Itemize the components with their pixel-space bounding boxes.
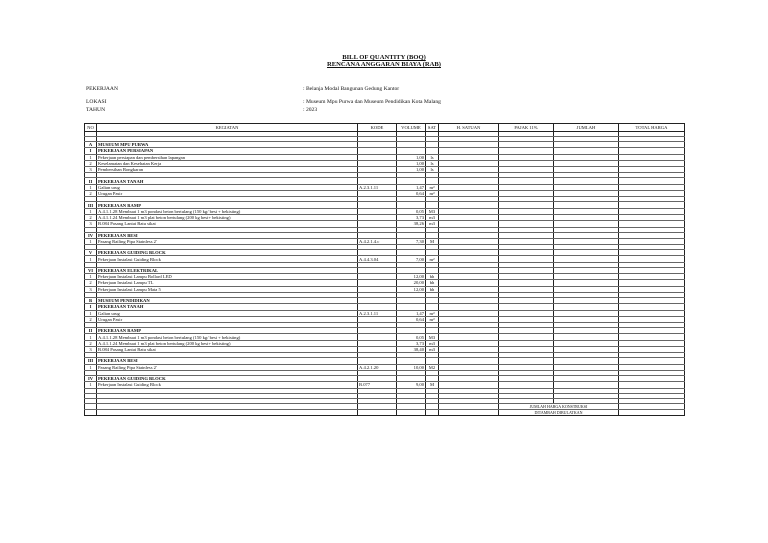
- cell-volume: 3,73: [397, 214, 426, 220]
- cell-volume: 0,64: [397, 316, 426, 322]
- cell-volume: 9,00: [397, 382, 426, 388]
- cell-kegiatan: PEKERJAAN BESI: [97, 358, 358, 364]
- cell-sat: bh: [426, 274, 439, 280]
- cell-volume: 1,00: [397, 167, 426, 173]
- header-no: NO: [85, 124, 97, 132]
- cell-no: 2: [85, 280, 97, 286]
- cell-no: 1: [85, 274, 97, 280]
- tahun-value: : 2023: [303, 107, 318, 113]
- cell-no: IV: [85, 232, 97, 238]
- cell-sat: bh: [426, 286, 439, 292]
- cell-no: 2: [85, 214, 97, 220]
- boq-table: [84, 123, 685, 416]
- cell-volume: 12,00: [397, 286, 426, 292]
- cell-kode: A.4.2.1.4.c: [358, 238, 397, 244]
- cell-sat: m²: [426, 256, 439, 262]
- cell-no: 3: [85, 347, 97, 353]
- cell-kegiatan: Pekerjaan persiapan dan pembersihan lapangan: [97, 154, 358, 160]
- lokasi-label: LOKASI: [86, 99, 107, 105]
- cell-kode: A.4.2.1.20: [358, 364, 397, 370]
- cell-sat: M: [426, 382, 439, 388]
- cell-no: II: [85, 328, 97, 334]
- cell-kode: A.2.3.1.11: [358, 184, 397, 190]
- cell-kegiatan: Urugan Pasir: [97, 191, 358, 197]
- cell-no: 3: [85, 167, 97, 173]
- cell-volume: 7,30: [397, 238, 426, 244]
- cell-no: 1: [85, 184, 97, 190]
- cell-no: 2: [85, 340, 97, 346]
- cell-kegiatan: PEKERJAAN RAMP: [97, 328, 358, 334]
- cell-kegiatan: A.4.1.1.28 Membuat 1 m3 pondasi beton bertulang (150 kg/ besi + bekisting): [97, 208, 358, 214]
- cell-no: A: [85, 142, 97, 148]
- footer-row-dibulatkan: [85, 409, 685, 415]
- cell-kegiatan: Keselamatan dan Kesehatan Kerja: [97, 160, 358, 166]
- cell-volume: 38,40: [397, 347, 426, 353]
- tahun-label: TAHUN: [86, 107, 106, 113]
- cell-kegiatan: Pasang Railing Pipa Stainless 2': [97, 364, 358, 370]
- cell-kegiatan: MUSEUM PENDIDIKAN: [97, 297, 358, 303]
- footer-dibulatkan: DITAMBAH DIBULATKAN: [499, 409, 619, 415]
- cell-sat: ls: [426, 154, 439, 160]
- document-title: BILL OF QUANTITY (BOQ): [342, 54, 426, 61]
- cell-kegiatan: Pasang Railing Pipa Stainless 2': [97, 238, 358, 244]
- header-h-satuan: H. SATUAN: [439, 124, 499, 132]
- cell-sat: bh: [426, 280, 439, 286]
- cell-no: V: [85, 250, 97, 256]
- cell-no: 1: [85, 256, 97, 262]
- cell-no: 1: [85, 310, 97, 316]
- header-pajak: PAJAK 11%: [499, 124, 554, 132]
- cell-kegiatan: PEKERJAAN TANAH: [97, 304, 358, 310]
- cell-no: 1: [85, 334, 97, 340]
- header-sat: SAT: [426, 124, 439, 132]
- cell-kegiatan: B.084 Pasang Lantai Batu sikat: [97, 347, 358, 353]
- cell-kegiatan: PEKERJAAN RAMP: [97, 202, 358, 208]
- cell-sat: M3: [426, 208, 439, 214]
- cell-volume: 38,26: [397, 221, 426, 227]
- cell-sat: m³: [426, 310, 439, 316]
- cell-kegiatan: PEKERJAAN TANAH: [97, 178, 358, 184]
- cell-volume: 0,05: [397, 334, 426, 340]
- cell-kegiatan: A.4.1.1.28 Membuat 1 m3 pondasi beton bertulang (150 kg/ besi + bekisting): [97, 334, 358, 340]
- pekerjaan-value: : Belanja Modal Bangunan Gedung Kantor: [303, 86, 400, 92]
- cell-no: 3: [85, 221, 97, 227]
- cell-no: 1: [85, 154, 97, 160]
- cell-sat: m³: [426, 184, 439, 190]
- cell-kegiatan: Pekerjaan Instalasi Lampu Mata 5: [97, 286, 358, 292]
- cell-volume: 10,00: [397, 364, 426, 370]
- cell-volume: 1,47: [397, 310, 426, 316]
- cell-kode: A.2.3.1.11: [358, 310, 397, 316]
- cell-volume: 1,47: [397, 184, 426, 190]
- table-header-row: [85, 124, 685, 132]
- cell-no: B: [85, 297, 97, 303]
- cell-volume: 0,64: [397, 191, 426, 197]
- cell-kegiatan: PEKERJAAN GUIDING BLOCK: [97, 375, 358, 381]
- cell-kode: B.077: [358, 382, 397, 388]
- cell-sat: ls: [426, 167, 439, 173]
- cell-no: II: [85, 178, 97, 184]
- cell-sat: M: [426, 238, 439, 244]
- cell-kegiatan: PEKERJAAN PERSIAPAN: [97, 148, 358, 154]
- cell-no: IV: [85, 375, 97, 381]
- cell-sat: ls: [426, 160, 439, 166]
- cell-kegiatan: Pembersihan Bongkaran: [97, 167, 358, 173]
- cell-volume: 20,00: [397, 280, 426, 286]
- cell-sat: m3: [426, 214, 439, 220]
- cell-kegiatan: PEKERJAAN BESI: [97, 232, 358, 238]
- cell-no: 1: [85, 208, 97, 214]
- cell-sat: m3: [426, 221, 439, 227]
- cell-sat: M3: [426, 334, 439, 340]
- cell-no: 2: [85, 316, 97, 322]
- cell-volume: 12,00: [397, 274, 426, 280]
- cell-kegiatan: MUSEUM MPU PURWA: [97, 142, 358, 148]
- cell-kegiatan: A.4.1.1.24 Membuat 1 m3 plat beton bertulang (200 kg besi+ bekisting): [97, 214, 358, 220]
- cell-no: VI: [85, 267, 97, 273]
- cell-sat: m³: [426, 191, 439, 197]
- cell-no: I: [85, 148, 97, 154]
- cell-kegiatan: Pekerjaan Instalasi Guiding Block: [97, 382, 358, 388]
- cell-sat: m3: [426, 340, 439, 346]
- cell-kegiatan: Pekerjaan Instalasi Lampu Bollard LED: [97, 274, 358, 280]
- cell-kegiatan: Urugan Pasir: [97, 316, 358, 322]
- cell-kegiatan: PEKERJAAN GUIDING BLOCK: [97, 250, 358, 256]
- cell-kegiatan: PEKERJAAN ELEKTRIKAL: [97, 267, 358, 273]
- footer-jumlah-konstruksi: JUMLAH HARGA KONSTRUKSI: [499, 403, 619, 409]
- cell-no: 2: [85, 191, 97, 197]
- cell-kegiatan: Pekerjaan Instalasi Lampu TL: [97, 280, 358, 286]
- cell-kegiatan: Pekerjaan Instalasi Guiding Block: [97, 256, 358, 262]
- cell-no: 1: [85, 382, 97, 388]
- cell-volume: 1,00: [397, 154, 426, 160]
- lokasi-value: : Museum Mpu Purwa dan Museum Pendidikan Kota Malang: [303, 99, 441, 105]
- cell-no: 2: [85, 160, 97, 166]
- cell-kegiatan: A.4.1.1.24 Membuat 1 m3 plat beton bertulang (200 kg besi+ bekisting): [97, 340, 358, 346]
- header-kode: KODE: [358, 124, 397, 132]
- cell-no: III: [85, 202, 97, 208]
- header-jumlah: JUMLAH: [554, 124, 619, 132]
- pekerjaan-label: PEKERJAAN: [86, 86, 119, 92]
- header-volume: VOLUME: [397, 124, 426, 132]
- cell-no: I: [85, 304, 97, 310]
- document-subtitle: RENCANA ANGGARAN BIAYA (RAB): [326, 61, 441, 68]
- table-body: [85, 132, 685, 416]
- cell-sat: m3: [426, 347, 439, 353]
- cell-volume: 3,73: [397, 340, 426, 346]
- cell-no: III: [85, 358, 97, 364]
- cell-volume: 0,05: [397, 208, 426, 214]
- cell-sat: m³: [426, 316, 439, 322]
- cell-kode: A.4.4.3.04: [358, 256, 397, 262]
- cell-no: 3: [85, 286, 97, 292]
- cell-no: 1: [85, 238, 97, 244]
- cell-kegiatan: B.084 Pasang Lantai Batu sikat: [97, 221, 358, 227]
- cell-no: 1: [85, 364, 97, 370]
- cell-volume: 7,00: [397, 256, 426, 262]
- cell-sat: M2: [426, 364, 439, 370]
- header-total-harga: TOTAL HARGA: [619, 124, 685, 132]
- cell-volume: 1,00: [397, 160, 426, 166]
- cell-kegiatan: Galian urug: [97, 310, 358, 316]
- cell-kegiatan: Galian urug: [97, 184, 358, 190]
- header-kegiatan: KEGIATAN: [97, 124, 358, 132]
